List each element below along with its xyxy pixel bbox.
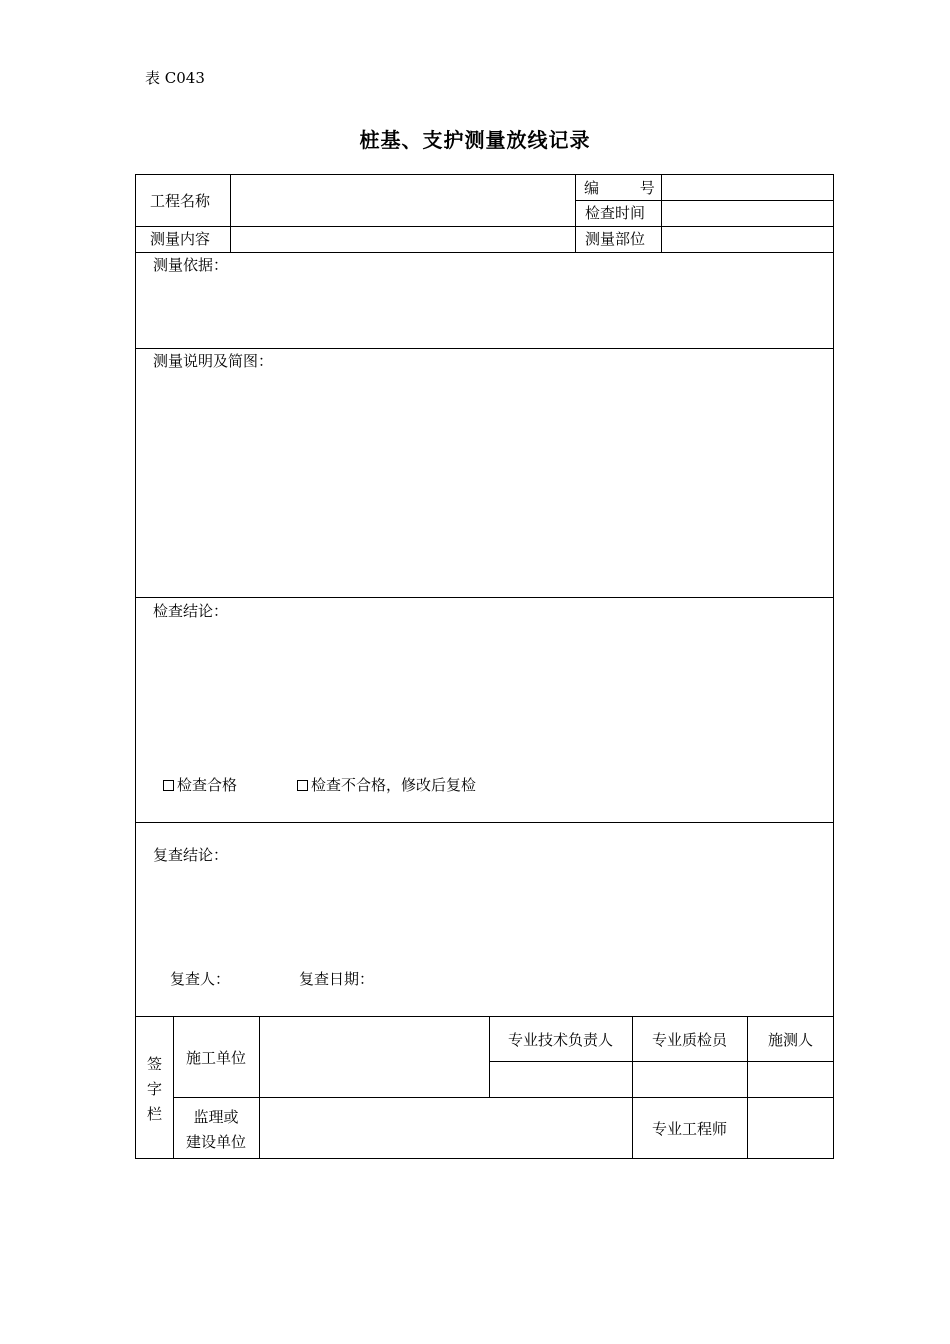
rule-sign-row bbox=[173, 1097, 834, 1098]
rule-conclusion bbox=[136, 822, 834, 823]
signature-column-char-1: 签 bbox=[146, 1055, 162, 1073]
vrule-sign-b bbox=[259, 1016, 260, 1159]
fail-checkbox[interactable] bbox=[297, 780, 308, 791]
form-code: 表 C043 bbox=[145, 69, 205, 87]
inspection-time-label: 检查时间 bbox=[585, 204, 646, 222]
signature-column-char-2: 字 bbox=[146, 1080, 162, 1098]
surveyor-label: 施测人 bbox=[767, 1031, 813, 1049]
pass-checkbox[interactable] bbox=[163, 780, 174, 791]
project-name-label: 工程名称 bbox=[150, 192, 211, 210]
basis-label: 测量依据： bbox=[153, 256, 229, 274]
rule-sign-mid bbox=[489, 1061, 834, 1062]
recheck-date-label: 复查日期： bbox=[299, 970, 375, 988]
professional-engineer-label: 专业工程师 bbox=[651, 1120, 727, 1138]
rule-basis bbox=[136, 348, 834, 349]
tech-lead-label: 专业技术负责人 bbox=[507, 1031, 613, 1049]
fail-option[interactable] bbox=[297, 776, 476, 794]
vrule-header-b bbox=[575, 175, 576, 252]
recheck-label: 复查结论： bbox=[153, 846, 229, 864]
survey-record-form bbox=[135, 174, 834, 1159]
supervision-unit-label-line2: 建设单位 bbox=[185, 1133, 246, 1151]
rule-recheck bbox=[136, 1016, 834, 1017]
description-label: 测量说明及简图： bbox=[153, 352, 274, 370]
supervision-unit-label-line1: 监理或 bbox=[193, 1108, 239, 1126]
rule-header-mid bbox=[575, 200, 834, 201]
survey-content-label: 测量内容 bbox=[150, 230, 211, 248]
page-title: 桩基、支护测量放线记录 bbox=[359, 128, 591, 152]
rule-header-2 bbox=[136, 252, 834, 253]
quality-inspector-label: 专业质检员 bbox=[651, 1031, 727, 1049]
fail-option-label: 检查不合格，修改后复检 bbox=[311, 776, 477, 794]
pass-option[interactable] bbox=[163, 776, 237, 794]
rule-header-1 bbox=[136, 226, 834, 227]
construction-unit-label: 施工单位 bbox=[185, 1049, 246, 1067]
survey-location-label: 测量部位 bbox=[585, 230, 646, 248]
vrule-header-a bbox=[230, 175, 231, 252]
rechecker-label: 复查人： bbox=[170, 970, 231, 988]
signature-column-char-3: 栏 bbox=[146, 1105, 162, 1123]
conclusion-label: 检查结论： bbox=[153, 602, 229, 620]
pass-option-label: 检查合格 bbox=[177, 776, 238, 794]
number-label: 编 号 bbox=[584, 179, 673, 197]
vrule-sign-c bbox=[489, 1016, 490, 1097]
rule-description bbox=[136, 597, 834, 598]
